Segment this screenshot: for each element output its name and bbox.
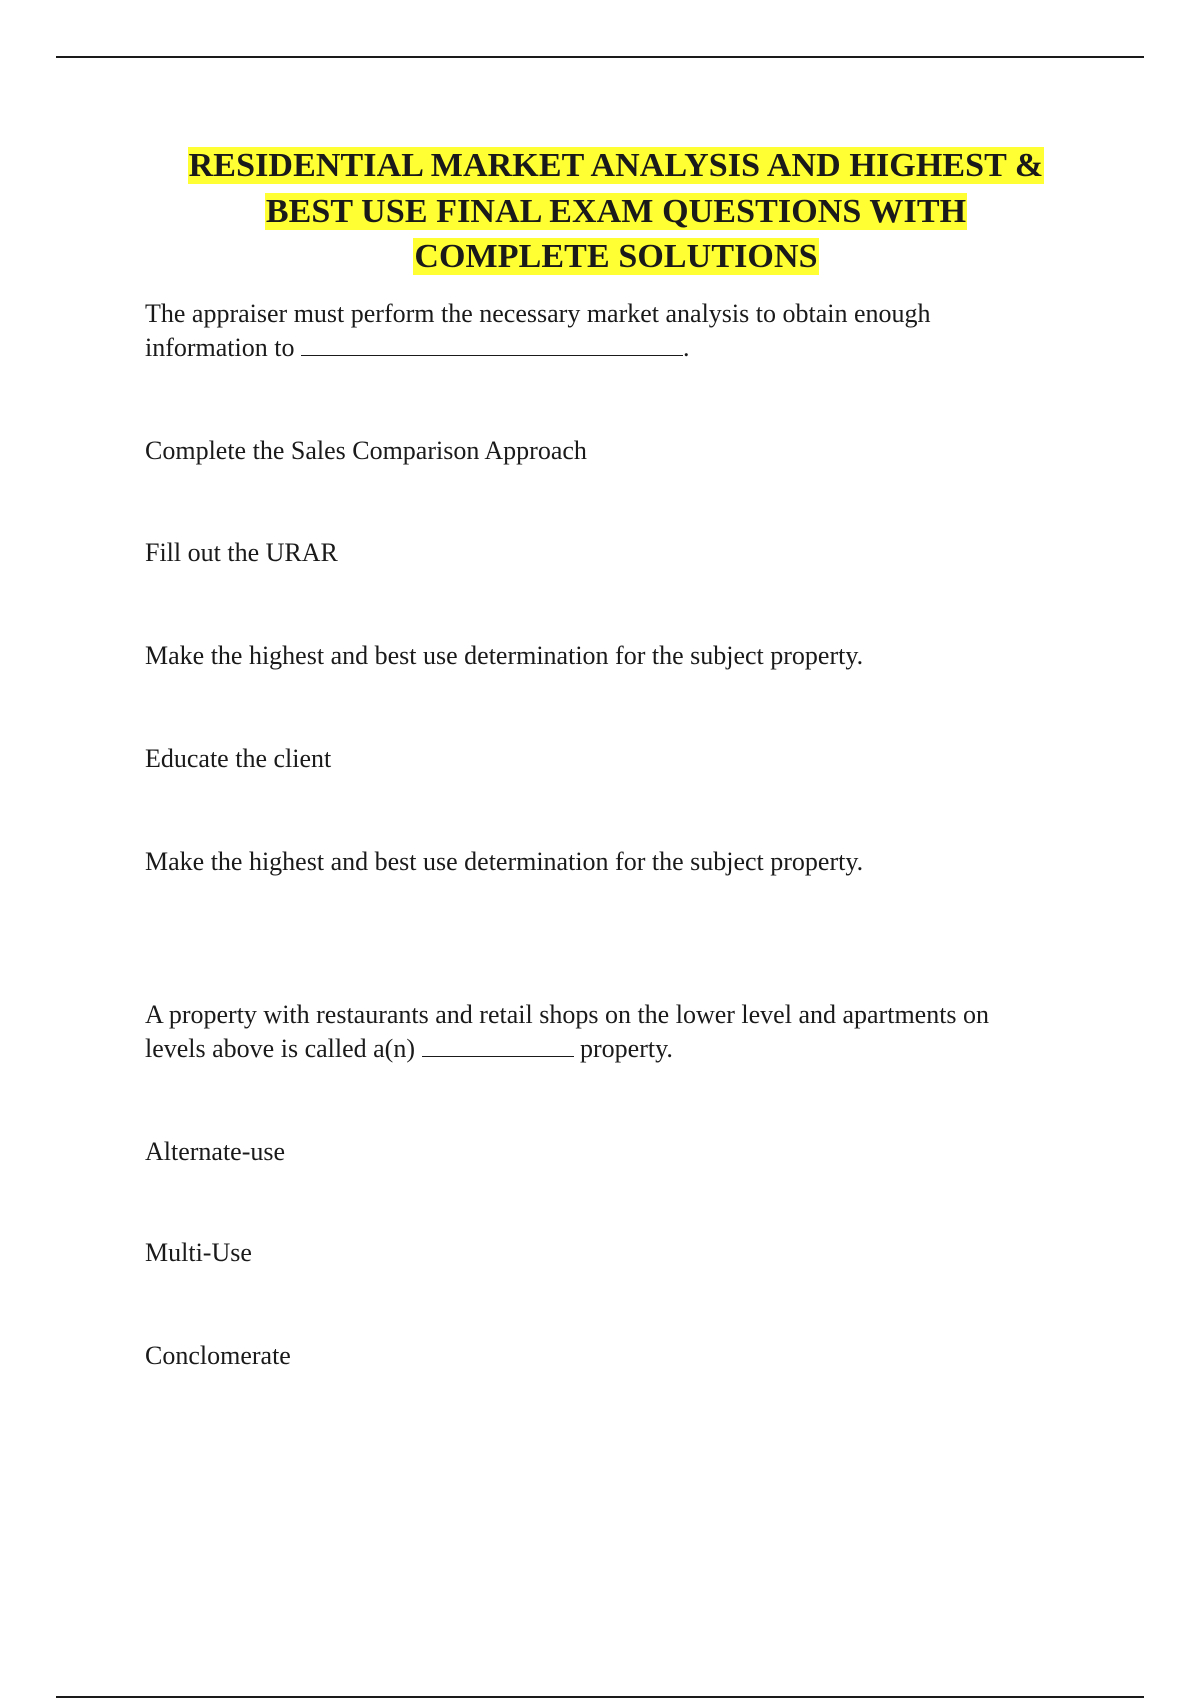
question-1-text-continued (145, 331, 689, 365)
question-2-option-a: Alternate-use (145, 1137, 286, 1166)
question-2-text-continued (145, 1032, 673, 1066)
question-1-suffix: . (682, 333, 690, 362)
header-rule (56, 56, 1144, 58)
question-2-prefix: levels above is called a(n) (145, 1034, 422, 1063)
question-2-suffix: property. (573, 1034, 673, 1063)
title-line: BEST USE FINAL EXAM QUESTIONS WITH (265, 192, 967, 230)
answer-blank (422, 1034, 574, 1057)
question-1-option-c: Make the highest and best use determination for the subject property. (145, 641, 864, 670)
footer-rule (56, 1696, 1144, 1698)
question-2-text: A property with restaurants and retail shops on the lower level and apartments on (145, 1000, 990, 1029)
answer-blank (301, 333, 683, 356)
document-title (120, 143, 1112, 280)
question-1-option-a: Complete the Sales Comparison Approach (145, 436, 587, 465)
title-line: COMPLETE SOLUTIONS (414, 238, 818, 275)
question-1-option-d: Educate the client (145, 744, 332, 773)
question-1-answer: Make the highest and best use determination for the subject property. (145, 847, 864, 876)
question-1-prefix: information to (145, 333, 301, 362)
question-1-option-b: Fill out the URAR (145, 538, 338, 567)
question-2-option-c: Conclomerate (145, 1341, 291, 1370)
title-line: RESIDENTIAL MARKET ANALYSIS AND HIGHEST & (188, 147, 1044, 184)
question-2-option-b: Multi-Use (145, 1238, 252, 1267)
question-1-text: The appraiser must perform the necessary market analysis to obtain enough (145, 299, 931, 328)
